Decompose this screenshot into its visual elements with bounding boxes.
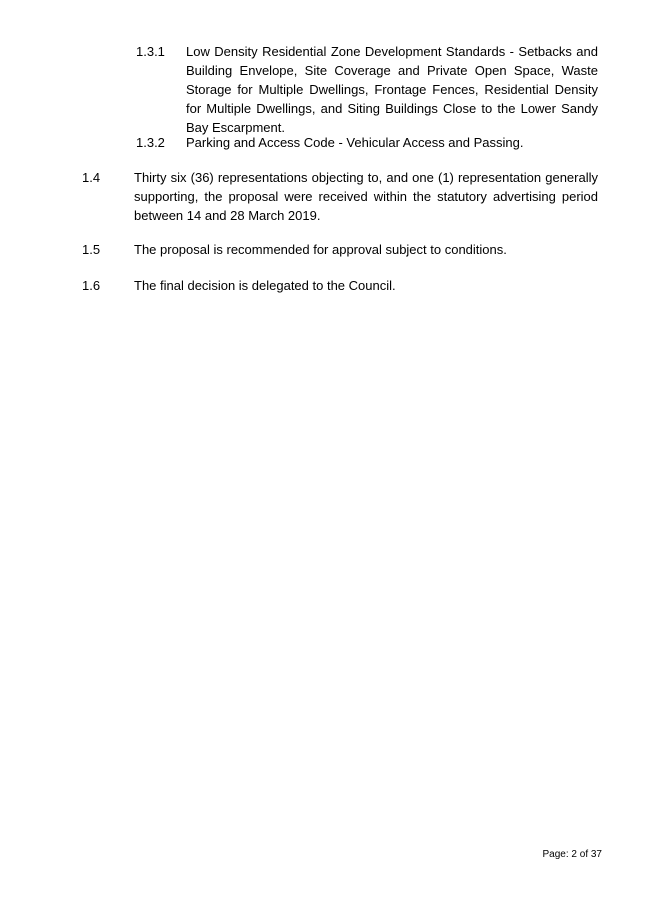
list-item-1-3-1	[136, 42, 598, 137]
page-number-footer: Page: 2 of 37	[542, 849, 602, 860]
item-number: 1.5	[82, 242, 101, 257]
list-item-1-6	[82, 276, 598, 295]
list-item-1-4	[82, 168, 598, 225]
item-text: Thirty six (36) representations objecting to, and one (1) representation generally supporting, the proposal were received within the statutory advertising period between 14 and 28 March 2019.	[134, 170, 598, 223]
item-text: The proposal is recommended for approval subject to conditions.	[134, 242, 507, 257]
item-number: 1.4	[82, 170, 101, 185]
list-item-1-3-2	[136, 133, 598, 152]
item-text: Parking and Access Code - Vehicular Access and Passing.	[186, 135, 524, 150]
item-number: 1.3.1	[136, 44, 165, 59]
list-item-1-5	[82, 240, 598, 259]
item-number: 1.6	[82, 278, 101, 293]
item-text: The final decision is delegated to the Council.	[134, 278, 396, 293]
item-text: Low Density Residential Zone Development Standards - Setbacks and Building Envelope, Site Coverage and Private Open Space, Waste Storage for Multiple Dwellings, Frontage Fences, Residential Density for Multiple Dwellings, and Siting Buildings Close to the Lower Sandy Bay Escarpment.	[186, 44, 598, 135]
item-number: 1.3.2	[136, 135, 165, 150]
